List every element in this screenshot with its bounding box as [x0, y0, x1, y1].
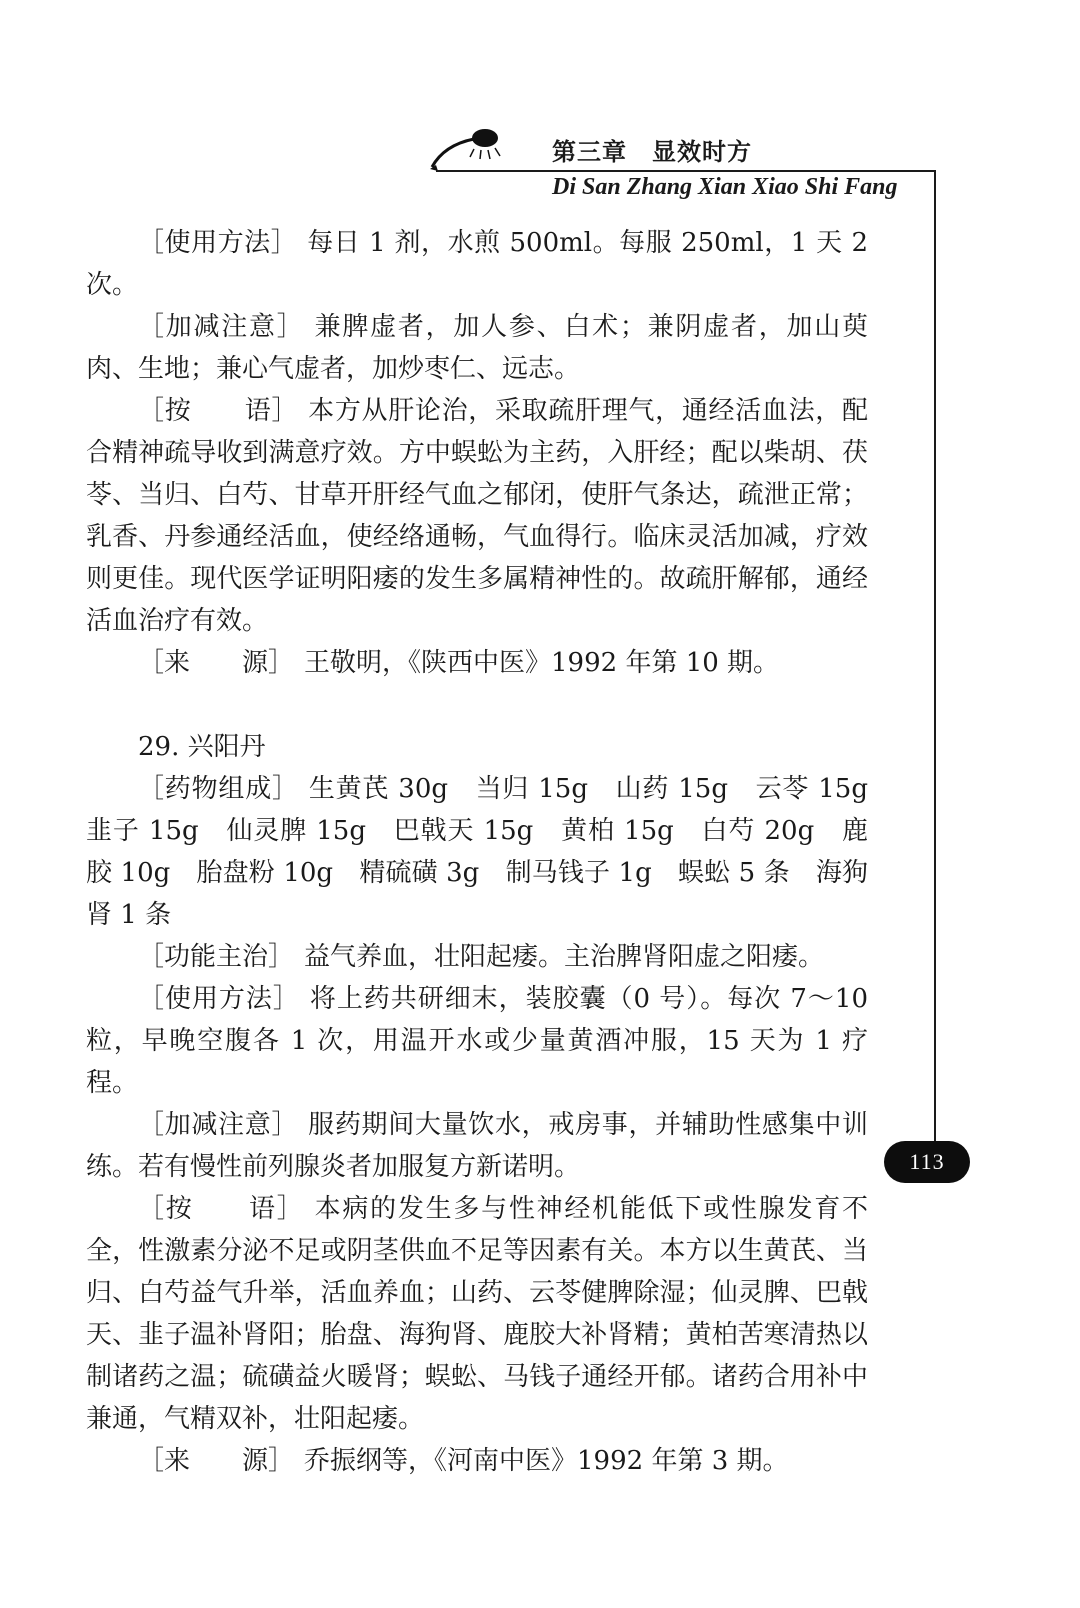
section-text: 生黄芪 30g 当归 15g 山药 15g 云苓 15g 韭子 15g 仙灵脾 15g 巴戟天 15g 黄柏 15g 白芍 20g 鹿胶 10g 胎盘粉 10g 精硫磺 3g 制马钱子 1g 蜈蚣 5 条 海狗肾 1 条: [86, 774, 894, 930]
body-text: [86, 222, 894, 1482]
formula-title: 29. 兴阳丹: [138, 732, 266, 762]
paragraph-modification-1: [86, 306, 868, 390]
section-text: 服药期间大量饮水，戒房事，并辅助性感集中训练。若有慢性前列腺炎者加服复方新诺明。: [86, 1110, 868, 1182]
paragraph-source-2: [86, 1440, 868, 1482]
section-label: ［使用方法］: [138, 984, 300, 1014]
formula-heading: [86, 726, 868, 768]
section-text: 本病的发生多与性神经机能低下或性腺发育不全，性激素分泌不足或阴茎供血不足等因素有关。本方以生黄芪、当归、白芍益气升举，活血养血；山药、云苓健脾除湿；仙灵脾、巴戟天、韭子温补肾阳；胎盘、海狗肾、鹿胶大补肾精；黄柏苦寒清热以制诸药之温；硫磺益火暖肾；蜈蚣、马钱子通经开郁。诸药合用补中兼通，气精双补，壮阳起痿。: [86, 1194, 868, 1434]
page-number: 113: [884, 1141, 970, 1183]
section-label: ［加减注意］: [138, 312, 305, 342]
section-text: 兼脾虚者，加人参、白术；兼阴虚者，加山萸肉、生地；兼心气虚者，加炒枣仁、远志。: [86, 312, 868, 384]
section-label: ［使用方法］: [138, 228, 298, 258]
section-label: ［来 源］: [138, 648, 295, 678]
section-label: ［功能主治］: [138, 942, 295, 972]
section-text: 王敬明，《陕西中医》1992 年第 10 期。: [304, 648, 780, 678]
section-text: 将上药共研细末，装胶囊（0 号）。每次 7～10 粒，早晚空腹各 1 次，用温开水或少量黄酒冲服，15 天为 1 疗程。: [86, 984, 868, 1098]
margin-rule: [934, 170, 936, 1165]
section-label: ［按 语］: [138, 396, 299, 426]
section-label: ［来 源］: [138, 1446, 295, 1476]
paragraph-modification-2: [86, 1104, 868, 1188]
section-text: 乔振纲等，《河南中医》1992 年第 3 期。: [304, 1446, 789, 1476]
paragraph-source-1: [86, 642, 868, 684]
chapter-pinyin: Di San Zhang Xian Xiao Shi Fang: [552, 174, 898, 200]
section-label: ［加减注意］: [138, 1110, 299, 1140]
paragraph-usage-2: [86, 978, 868, 1104]
chapter-title: 第三章 显效时方: [552, 138, 752, 166]
paragraph-usage-1: [86, 222, 868, 306]
paragraph-commentary-2: [86, 1188, 868, 1440]
section-text: 益气养血，壮阳起痿。主治脾肾阳虚之阳痿。: [304, 942, 825, 972]
paragraph-ingredients: [86, 768, 894, 936]
section-text: 每日 1 剂，水煎 500ml。每服 250ml，1 天 2 次。: [86, 228, 868, 300]
section-label: ［药物组成］: [138, 774, 299, 804]
paragraph-commentary-1: [86, 390, 868, 642]
section-label: ［按 语］: [138, 1194, 305, 1224]
header-rule: [436, 170, 936, 172]
section-text: 本方从肝论治，采取疏肝理气，通经活血法，配合精神疏导收到满意疗效。方中蜈蚣为主药，入肝经；配以柴胡、茯苓、当归、白芍、甘草开肝经气血之郁闭，使肝气条达，疏泄正常；乳香、丹参通经活血，使经络通畅，气血得行。临床灵活加减，疗效则更佳。现代医学证明阳痿的发生多属精神性的。故疏肝解郁，通经活血治疗有效。: [86, 396, 868, 636]
paragraph-indications: [86, 936, 868, 978]
